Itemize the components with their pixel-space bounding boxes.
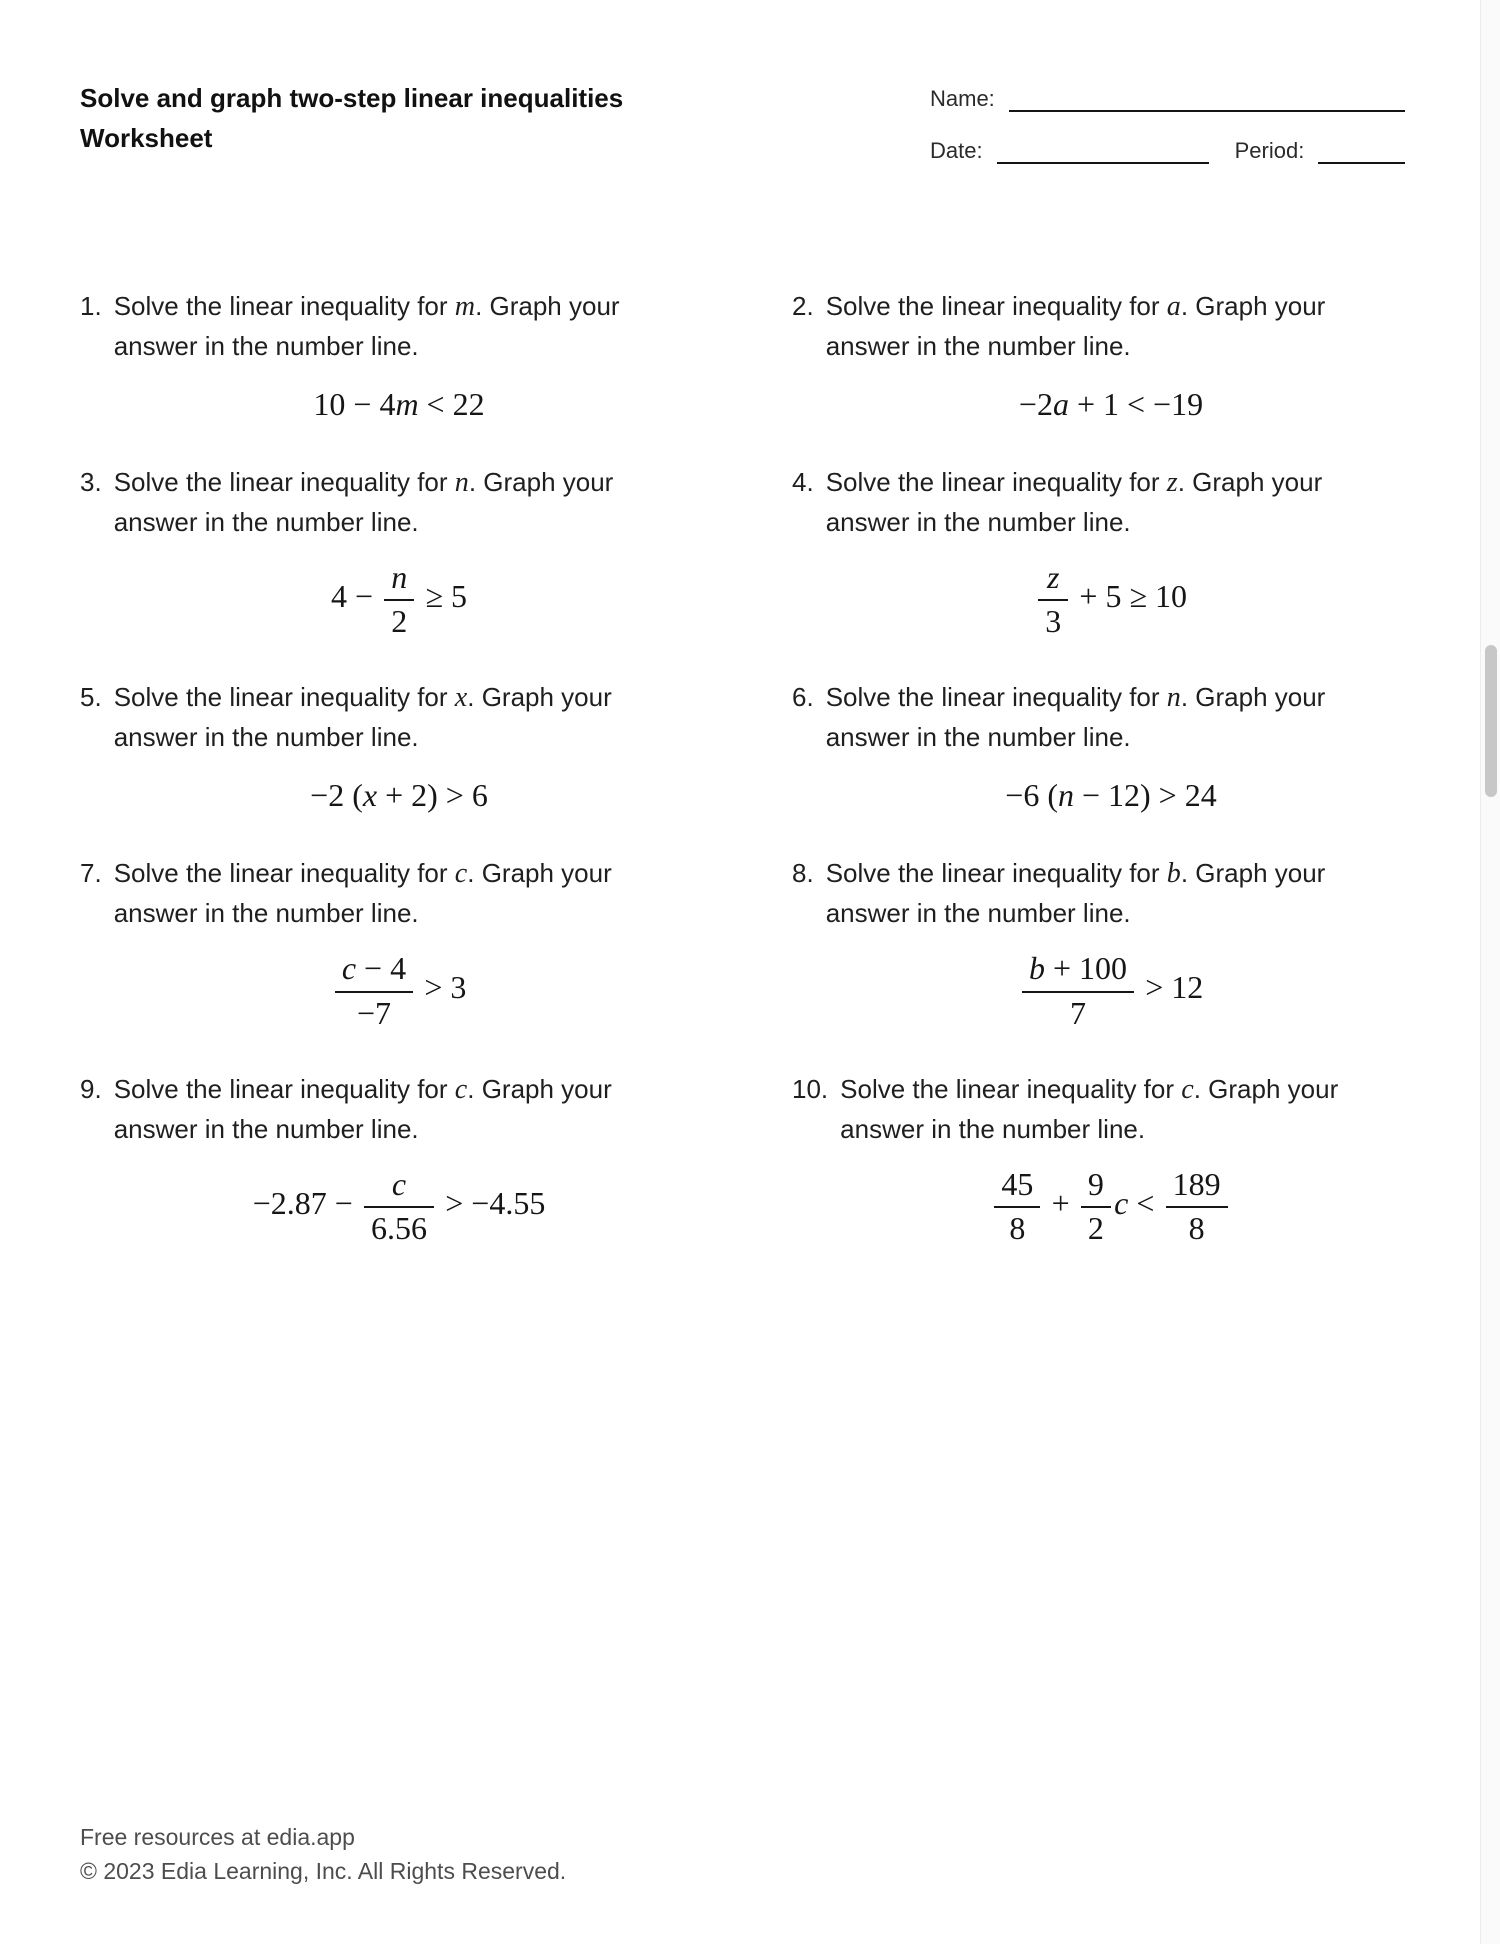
problem-equation: 4 − $\frac{n}{2}$ ≥ 5 [330, 559, 468, 640]
date-period-row [930, 138, 1405, 164]
fraction: $\frac{189}{8}$ [1166, 1167, 1228, 1246]
math-variable: c [454, 858, 468, 890]
problems-grid [80, 286, 1500, 1246]
worksheet-title [80, 78, 623, 164]
math-variable: a [1166, 291, 1181, 322]
fraction: $\frac{b + 100}{7}$ [1022, 951, 1134, 1030]
student-fields [930, 86, 1405, 164]
problem-equation: $\frac{b + 100}{7}$ > 12 [830, 951, 1392, 1030]
problem-number: 6. [792, 682, 814, 713]
title-line-1: Solve and graph two-step linear inequalities [80, 83, 624, 113]
problem-number: 8. [792, 858, 814, 889]
period-label: Period: [1234, 138, 1305, 163]
problem-number: 7. [80, 858, 102, 889]
problem-3 [80, 462, 680, 639]
math-variable: n [1166, 682, 1181, 714]
problem-6 [792, 677, 1392, 815]
fraction: $\frac{c - 4}{-7}$ [335, 951, 413, 1030]
math-variable: c [454, 1073, 468, 1105]
name-blank-line [1009, 104, 1405, 112]
problem-prompt-row [80, 286, 680, 366]
problem-equation: −2 (x + 2) > 6 [310, 777, 488, 814]
problem-prompt-row [80, 853, 680, 933]
problem-prompt-row [80, 1069, 680, 1149]
scrollbar-track[interactable] [1480, 0, 1500, 1944]
math-variable: z [1166, 467, 1178, 498]
math-variable: m [395, 386, 419, 422]
problem-8 [792, 853, 1392, 1030]
problem-2 [792, 286, 1392, 424]
problem-prompt: Solve the linear inequality for c. Graph your answer in the number line. [113, 1073, 612, 1144]
period-blank-line [1318, 156, 1405, 164]
problem-prompt: Solve the linear inequality for a. Graph your answer in the number line. [825, 291, 1326, 361]
footer [80, 1820, 566, 1888]
problem-equation: −6 (n − 12) > 24 [1005, 777, 1217, 814]
problem-prompt: Solve the linear inequality for n. Graph your answer in the number line. [113, 467, 614, 537]
problem-7 [80, 853, 680, 1030]
footer-resources-text: Free resources at edia.app [80, 1824, 355, 1850]
problem-number: 1. [80, 291, 102, 321]
problem-prompt: Solve the linear inequality for m. Graph your answer in the number line. [113, 291, 620, 361]
problem-prompt-row [792, 1069, 1392, 1149]
fraction: $\frac{c}{6.56}$ [364, 1167, 434, 1246]
math-variable: z [1046, 559, 1060, 595]
problem-number: 9. [80, 1073, 102, 1104]
problem-prompt: Solve the linear inequality for x. Graph your answer in the number line. [113, 682, 612, 753]
date-label: Date: [930, 138, 983, 163]
problem-prompt: Solve the linear inequality for b. Graph your answer in the number line. [825, 858, 1326, 929]
header [0, 0, 1500, 164]
problem-prompt-row [792, 853, 1392, 933]
problem-prompt-row [80, 677, 680, 757]
problem-5 [80, 677, 680, 815]
scrollbar-thumb[interactable] [1485, 645, 1497, 797]
math-variable: x [362, 777, 378, 814]
problem-prompt: Solve the linear inequality for c. Graph your answer in the number line. [840, 1073, 1339, 1144]
problem-prompt-row [80, 462, 680, 542]
math-variable: n [454, 467, 469, 498]
math-variable: c [341, 950, 357, 987]
problem-number: 5. [80, 682, 102, 713]
problem-equation: $\frac{c - 4}{-7}$ > 3 [118, 951, 680, 1030]
math-variable: c [391, 1165, 407, 1202]
problem-prompt-row [792, 462, 1392, 542]
math-variable: n [1057, 777, 1074, 814]
math-variable: c [1181, 1073, 1194, 1105]
math-variable: m [454, 291, 476, 322]
footer-copyright-text: © 2023 Edia Learning, Inc. All Rights Reserved. [80, 1858, 567, 1884]
math-variable: b [1166, 858, 1181, 890]
math-variable: c [1114, 1184, 1129, 1221]
problem-number: 3. [80, 467, 102, 497]
problem-equation: −2.87 − $\frac{c}{6.56}$ > −4.55 [252, 1165, 546, 1246]
math-variable: n [391, 559, 408, 595]
problem-4 [792, 462, 1392, 639]
problem-equation: $\frac{45}{8}$ + $\frac{9}{2}$ c < $\frac{189}{8}$ [830, 1167, 1392, 1246]
problem-number: 4. [792, 467, 814, 497]
problem-equation: −2a + 1 < −19 [1018, 386, 1204, 422]
problem-9 [80, 1069, 680, 1246]
fraction: $\frac{z}{3}$ [1038, 560, 1068, 639]
fraction: $\frac{n}{2}$ [384, 560, 414, 639]
date-blank-line [997, 156, 1209, 164]
name-label: Name: [930, 86, 995, 111]
math-variable: a [1052, 386, 1069, 422]
math-variable: x [454, 682, 468, 714]
problem-number: 2. [792, 291, 814, 321]
problem-prompt: Solve the linear inequality for n. Graph your answer in the number line. [825, 682, 1326, 753]
problem-prompt-row [792, 286, 1392, 366]
math-variable: b [1028, 950, 1045, 987]
problem-number: 10. [792, 1073, 829, 1104]
problem-equation: $\frac{z}{3}$ + 5 ≥ 10 [830, 560, 1392, 639]
problem-prompt: Solve the linear inequality for c. Graph your answer in the number line. [113, 858, 612, 929]
problem-prompt-row [792, 677, 1392, 757]
title-line-2: Worksheet [80, 123, 213, 153]
problem-10 [792, 1069, 1392, 1246]
problem-equation: 10 − 4m < 22 [313, 386, 485, 422]
fraction: $\frac{45}{8}$ [994, 1167, 1040, 1246]
problem-prompt: Solve the linear inequality for z. Graph your answer in the number line. [825, 467, 1323, 537]
problem-1 [80, 286, 680, 424]
name-row [930, 86, 1405, 112]
fraction: $\frac{9}{2}$ [1081, 1167, 1111, 1246]
